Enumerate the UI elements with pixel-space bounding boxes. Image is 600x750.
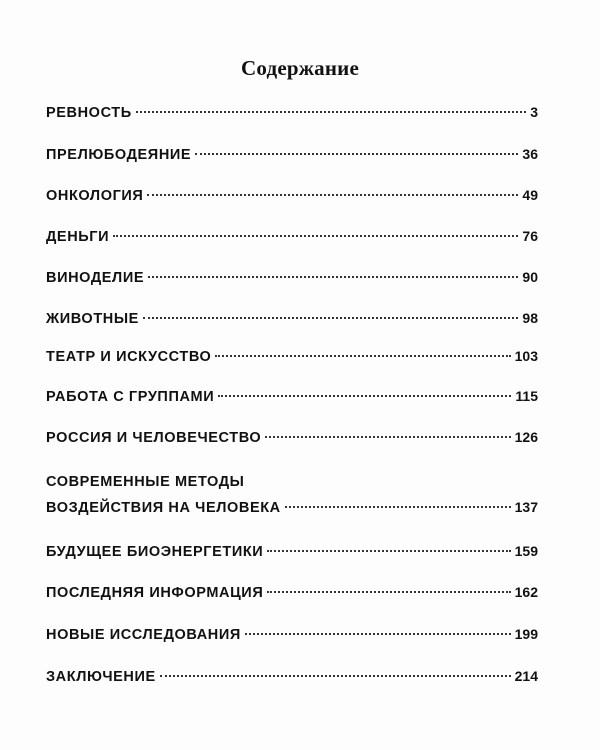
dot-leader [245, 633, 511, 635]
dot-leader [267, 550, 510, 552]
dot-leader [160, 675, 511, 677]
toc-entry [46, 187, 538, 213]
toc-entry [46, 146, 538, 172]
dot-leader [265, 436, 510, 438]
toc-entry-label: ПОСЛЕДНЯЯ ИНФОРМАЦИЯ [46, 585, 264, 601]
toc-entry [46, 429, 538, 455]
toc-entry-page: 159 [514, 543, 538, 559]
dot-leader [148, 276, 518, 278]
toc-entry-label: ВИНОДЕЛИЕ [46, 270, 145, 286]
dot-leader [143, 317, 519, 319]
dot-leader [195, 153, 518, 155]
toc-entry-label: ВОЗДЕЙСТВИЯ НА ЧЕЛОВЕКА [46, 500, 281, 516]
toc-entry-label: ДЕНЬГИ [46, 229, 110, 245]
toc-entry-label: РОССИЯ И ЧЕЛОВЕЧЕСТВО [46, 430, 262, 446]
dot-leader [147, 194, 518, 196]
toc-entry-label: ЗАКЛЮЧЕНИЕ [46, 669, 156, 685]
dot-leader [113, 235, 518, 237]
dot-leader [267, 591, 510, 593]
toc-entry-page: 90 [522, 269, 538, 285]
toc-entry [46, 584, 538, 610]
page-title: Содержание [241, 56, 359, 80]
toc-entry-page: 36 [522, 146, 538, 162]
toc-entry-page: 162 [514, 584, 538, 600]
toc-entry-page: 76 [522, 228, 538, 244]
toc-entry-label-line1: СОВРЕМЕННЫЕ МЕТОДЫ [46, 474, 245, 490]
toc-entry-label: РЕВНОСТЬ [46, 105, 132, 121]
dot-leader [285, 506, 511, 508]
toc-entry-label: БУДУЩЕЕ БИОЭНЕРГЕТИКИ [46, 544, 264, 560]
toc-entry-page: 199 [514, 626, 538, 642]
toc-entry [46, 310, 538, 336]
dot-leader [215, 355, 510, 357]
toc-entry [46, 269, 538, 295]
toc-entry-page: 49 [522, 187, 538, 203]
toc-entry [46, 543, 538, 569]
toc-entry-page: 137 [514, 499, 538, 515]
toc-entry [46, 499, 538, 525]
toc-entry-label: РАБОТА С ГРУППАМИ [46, 389, 215, 405]
dot-leader [218, 395, 511, 397]
dot-leader [136, 111, 526, 113]
toc-entry-label: НОВЫЕ ИССЛЕДОВАНИЯ [46, 627, 241, 643]
toc-entry-page: 126 [514, 429, 538, 445]
toc-entry-label: ТЕАТР И ИСКУССТВО [46, 349, 212, 365]
toc-entry [46, 626, 538, 652]
toc-entry-page: 214 [514, 668, 538, 684]
toc-entry [46, 388, 538, 414]
toc-entry-label: ЖИВОТНЫЕ [46, 311, 139, 327]
toc-entry [46, 228, 538, 254]
toc-entry-label: ПРЕЛЮБОДЕЯНИЕ [46, 147, 192, 163]
toc-entry-page: 115 [515, 388, 538, 404]
toc-entry [46, 104, 538, 130]
toc-entry-page: 103 [514, 348, 538, 364]
toc-entry [46, 348, 538, 374]
toc-entry-label: ОНКОЛОГИЯ [46, 188, 144, 204]
toc-entry-page: 3 [530, 104, 538, 120]
toc-entry-page: 98 [522, 310, 538, 326]
toc-entry [46, 668, 538, 694]
